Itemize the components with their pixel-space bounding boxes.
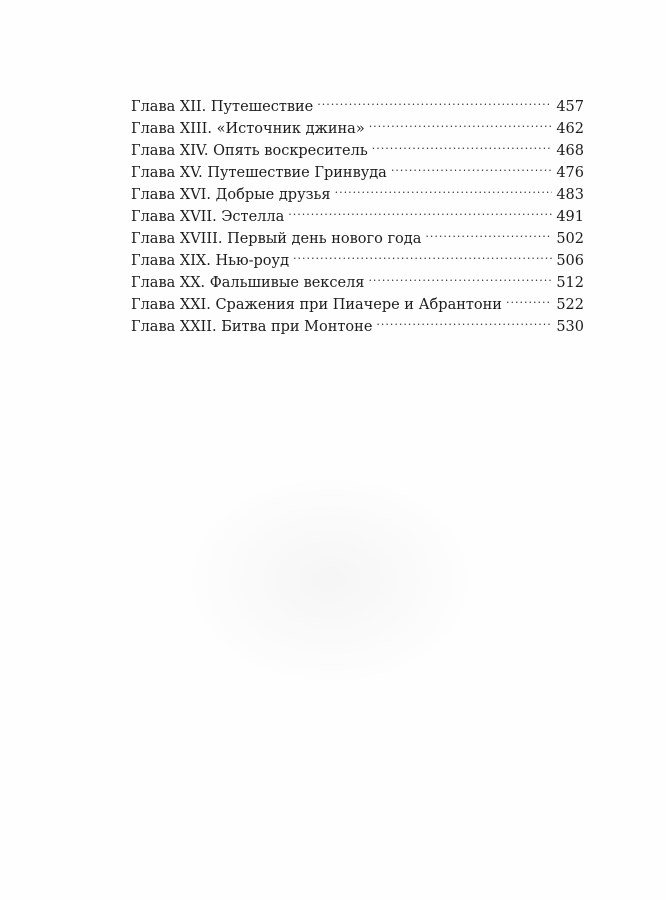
toc-entry-page: 483	[556, 187, 584, 203]
toc-entry-title: Глава XII. Путешествие	[131, 99, 314, 115]
toc-dot-leader	[506, 287, 552, 309]
toc-entry-page: 502	[556, 231, 584, 247]
toc-entry-page: 468	[556, 143, 584, 159]
toc-dot-leader	[288, 199, 552, 221]
toc-dot-leader	[425, 221, 552, 243]
toc-entry-title: Глава XX. Фальшивые векселя	[131, 275, 365, 291]
toc-entry-page: 522	[556, 297, 584, 313]
toc-entry-title: Глава XXI. Сражения при Пиачере и Абрантони	[131, 297, 502, 313]
toc-entry-title: Глава XVII. Эстелла	[131, 209, 285, 225]
toc-entry-page: 457	[556, 99, 584, 115]
toc-dot-leader	[391, 155, 552, 177]
table-of-contents	[131, 89, 584, 335]
toc-entry-title: Глава XIX. Нью-роуд	[131, 253, 289, 269]
toc-entry-page: 491	[556, 209, 584, 225]
toc-entry-title: Глава XIV. Опять воскреситель	[131, 143, 368, 159]
toc-dot-leader	[376, 309, 552, 331]
toc-entry-page: 512	[556, 275, 584, 291]
toc-entry-title: Глава XVIII. Первый день нового года	[131, 231, 422, 247]
toc-entry-title: Глава XVI. Добрые друзья	[131, 187, 331, 203]
toc-dot-leader	[335, 177, 553, 199]
toc-entry-title: Глава XV. Путешествие Гринвуда	[131, 165, 387, 181]
toc-dot-leader	[293, 243, 552, 265]
toc-dot-leader	[317, 89, 552, 111]
toc-entry-page: 530	[556, 319, 584, 335]
toc-entry-title: Глава XXII. Битва при Монтоне	[131, 319, 373, 335]
toc-entry-title: Глава XIII. «Источник джина»	[131, 121, 365, 137]
toc-entry-page: 506	[556, 253, 584, 269]
toc-entry[interactable]	[131, 89, 584, 115]
toc-entry-page: 462	[556, 121, 584, 137]
toc-dot-leader	[369, 111, 553, 133]
show-through-shadow	[180, 470, 480, 690]
toc-dot-leader	[368, 265, 552, 287]
toc-entry-page: 476	[556, 165, 584, 181]
toc-dot-leader	[372, 133, 553, 155]
